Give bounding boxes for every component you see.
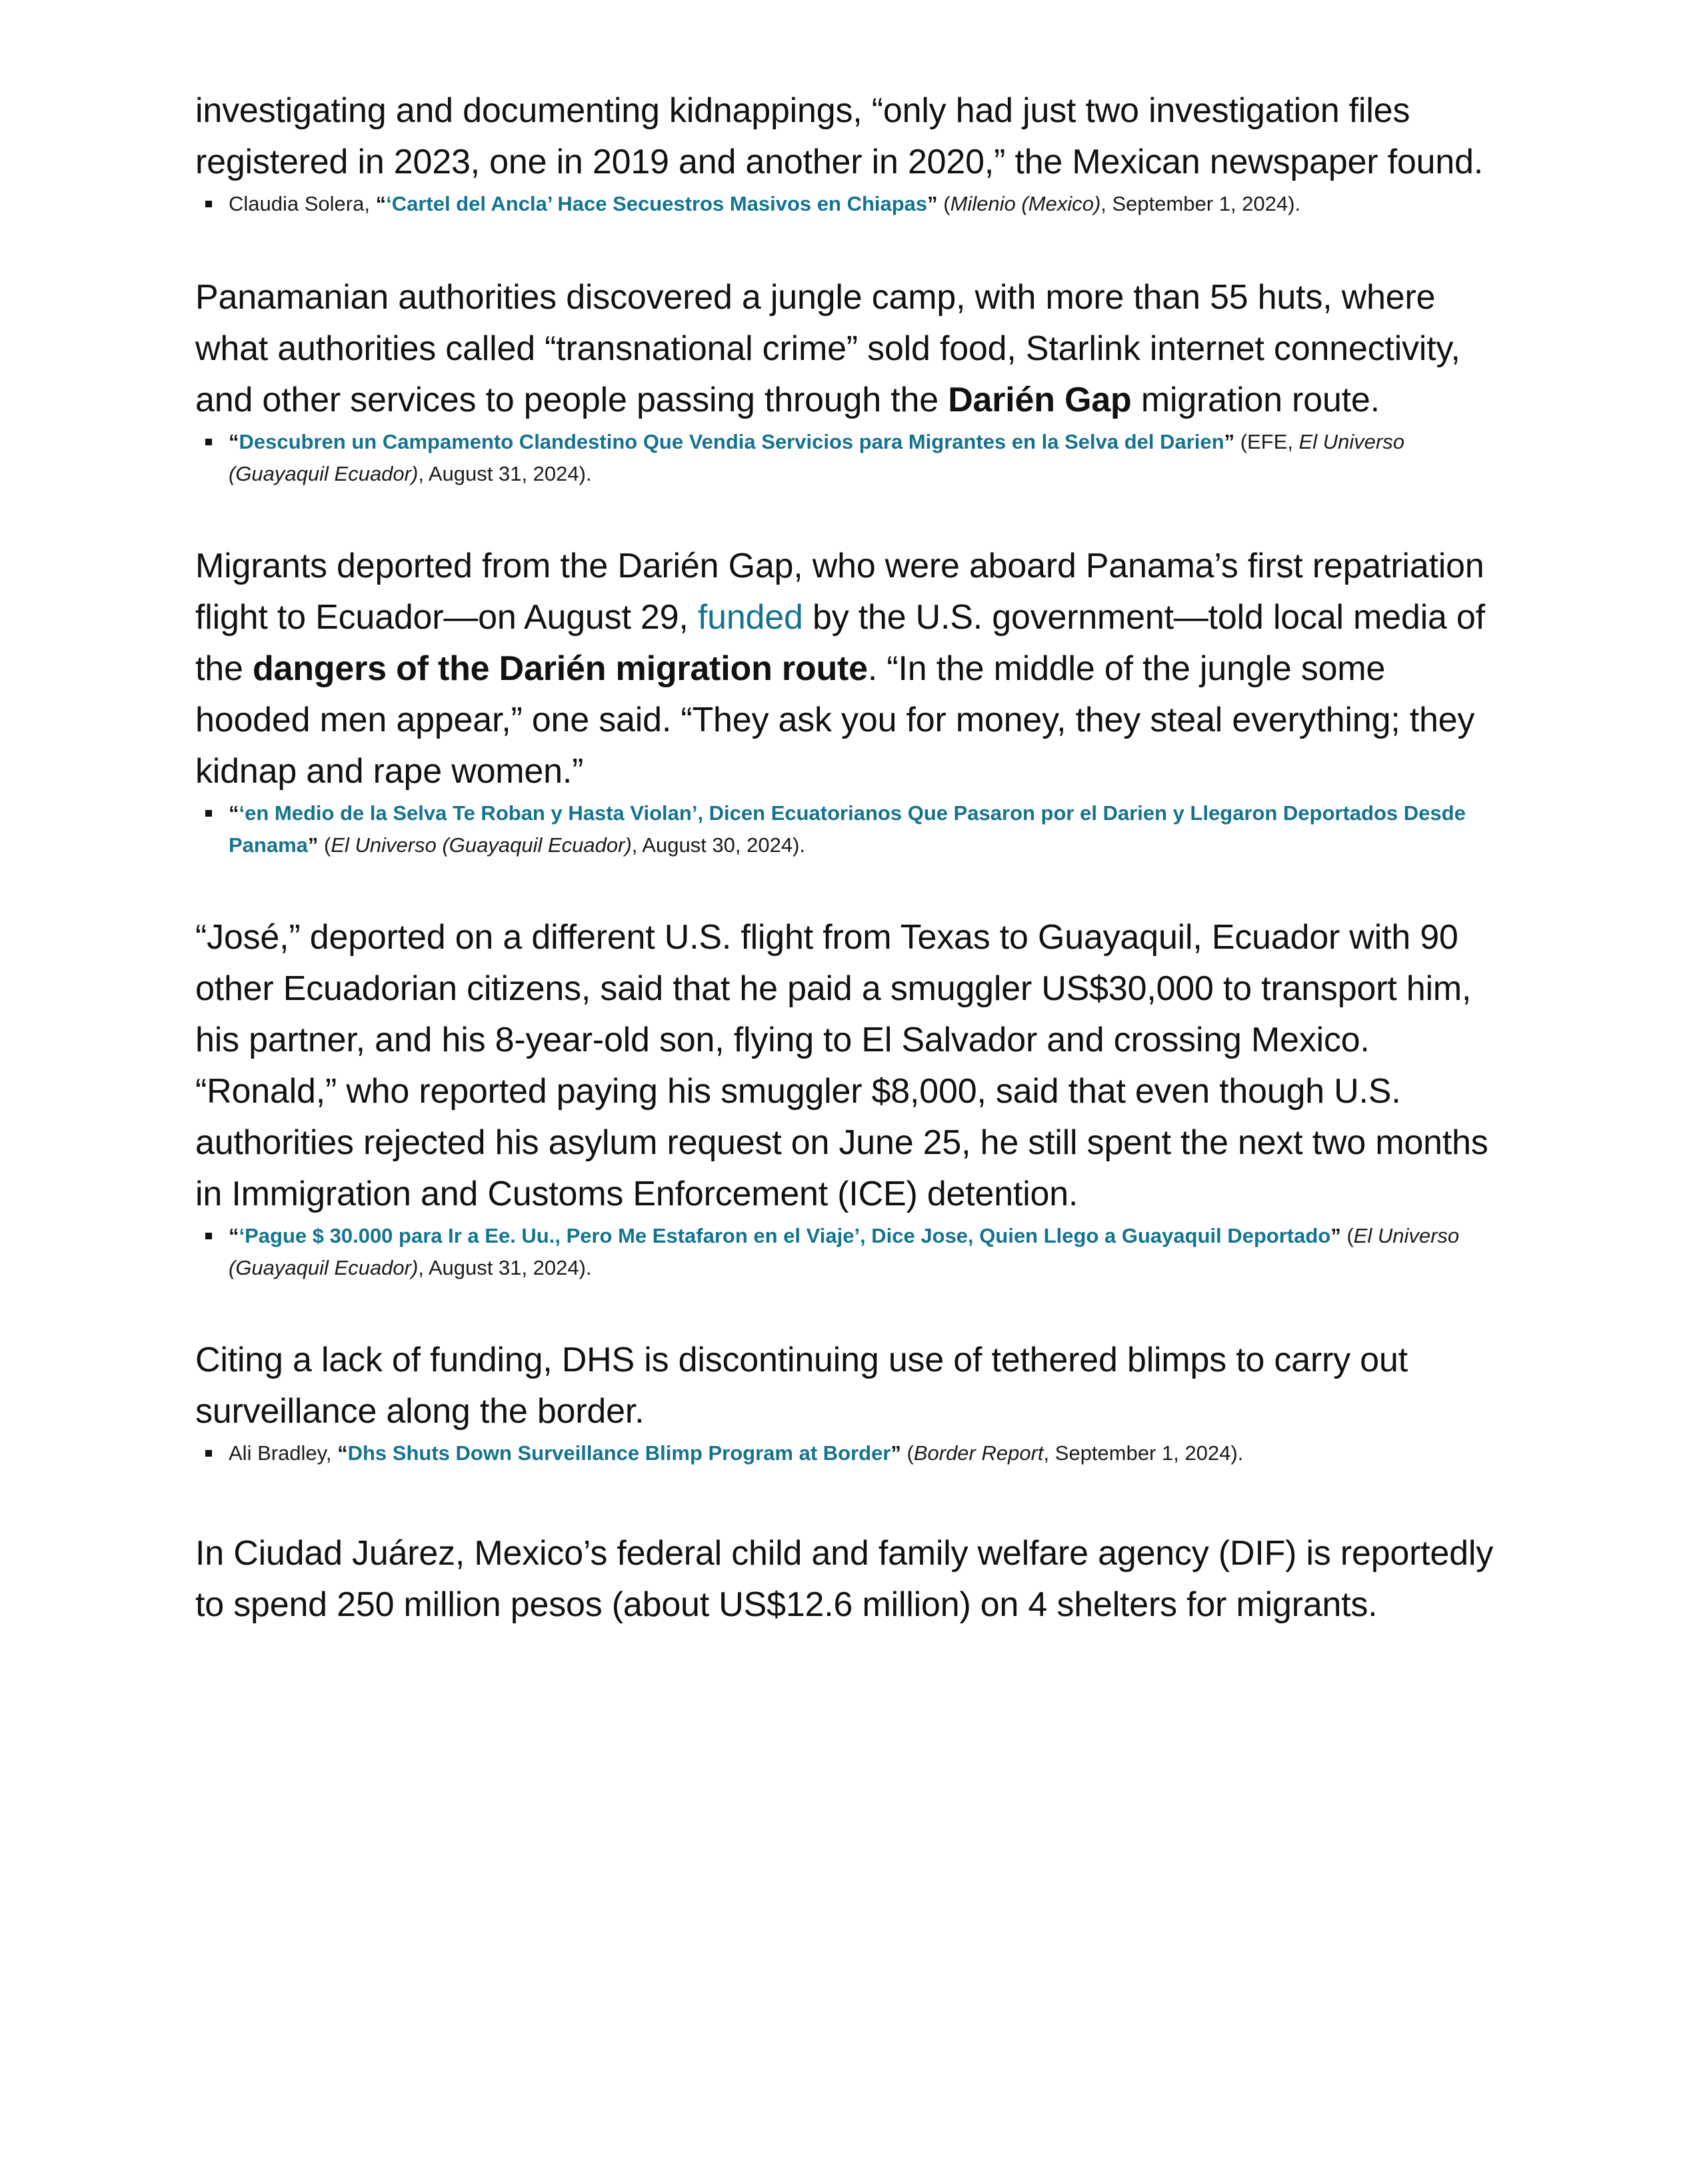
paragraph-text: migration route.: [1131, 381, 1380, 419]
source-publication: El Universo (Guayaquil Ecuador): [331, 833, 632, 857]
article-body: [195, 85, 1502, 1631]
paragraph-text: . “In the middle of the jungle some hooded men appear,” one said. “They ask you for money, they steal everything; they kidnap and rape women.”: [195, 649, 1475, 791]
paragraph-dhs-blimps: [195, 1335, 1502, 1437]
source-publication: El Universo (Guayaquil Ecuador): [229, 430, 1405, 485]
source-date: , August 30, 2024).: [631, 833, 806, 857]
link-funded[interactable]: funded: [697, 598, 803, 637]
source-date: , August 31, 2024).: [418, 1256, 592, 1279]
bullet-marker: [205, 810, 212, 817]
close-quote: ”: [307, 833, 319, 857]
open-quote: “: [375, 192, 387, 215]
paragraph-text: In Ciudad Juárez, Mexico’s federal child and family welfare agency (DIF) is reportedly to spend 250 million pesos (about US$12.6 million) on 4 shelters for migrants.: [195, 1534, 1494, 1624]
close-quote: ”: [890, 1441, 901, 1465]
source-date: , August 31, 2024).: [418, 462, 592, 485]
source-pre: (EFE,: [1234, 430, 1299, 453]
paragraph-text: investigating and documenting kidnappings, “only had just two investigation files registered in 2023, one in 2019 and another in 2020,” the Mexican newspaper found.: [195, 91, 1484, 181]
bold-darien-gap: Darién Gap: [948, 381, 1132, 419]
source-item-efe: [195, 426, 1502, 490]
source-link-en-medio-de-la-selva[interactable]: ‘en Medio de la Selva Te Roban y Hasta Violan’, Dicen Ecuatorianos Que Pasaron por el Darien y Llegaron Deportados Desde Panama: [229, 801, 1466, 857]
close-quote: ”: [1330, 1224, 1341, 1247]
source-list: [195, 426, 1502, 490]
source-item-el-universo-aug30: [195, 797, 1502, 861]
source-link-blimp-program[interactable]: Dhs Shuts Down Surveillance Blimp Program at Border: [347, 1441, 891, 1465]
source-publication: Border Report: [913, 1441, 1044, 1465]
source-link-cartel-del-ancla[interactable]: ‘Cartel del Ancla’ Hace Secuestros Masivos en Chiapas: [386, 192, 928, 215]
source-pre: (: [900, 1441, 914, 1465]
open-quote: “: [337, 1441, 348, 1465]
bold-dangers-darien-route: dangers of the Darién migration route: [252, 649, 868, 688]
source-pre: (: [318, 833, 331, 857]
source-list: [195, 1437, 1502, 1469]
source-date: , September 1, 2024).: [1100, 192, 1301, 215]
source-link-campamento-clandestino[interactable]: Descubren un Campamento Clandestino Que Vendia Servicios para Migrantes en la Selva del Darien: [239, 430, 1224, 453]
open-quote: “: [229, 801, 239, 825]
paragraph-kidnapping-files: [195, 85, 1502, 188]
paragraph-jose-ronald: [195, 912, 1502, 1220]
source-publication: Milenio (Mexico): [950, 192, 1101, 215]
source-item-el-universo-aug31: [195, 1220, 1502, 1284]
open-quote: “: [229, 430, 239, 453]
close-quote: ”: [1224, 430, 1235, 453]
bullet-marker: [205, 439, 212, 445]
source-date: , September 1, 2024).: [1043, 1441, 1244, 1465]
paragraph-text: Migrants deported from the Darién Gap, who were aboard Panama’s first repatriation flight to Ecuador—on August 29,: [195, 547, 1484, 637]
bullet-marker: [205, 1233, 212, 1239]
source-link-pague-30000[interactable]: ‘Pague $ 30.000 para Ir a Ee. Uu., Pero Me Estafaron en el Viaje’, Dice Jose, Quien Llego a Guayaquil Deportado: [239, 1224, 1331, 1247]
bullet-marker: [205, 201, 212, 207]
source-list: [195, 797, 1502, 861]
source-author: Ali Bradley,: [229, 1441, 338, 1465]
bullet-marker: [205, 1450, 212, 1457]
paragraph-text: “José,” deported on a different U.S. flight from Texas to Guayaquil, Ecuador with 90 other Ecuadorian citizens, said that he paid a smuggler US$30,000 to transport him, his partner, and his 8-year-old son, flying to El Salvador and crossing Mexico. “Ronald,” who reported paying his smuggler $8,000, said that even though U.S. authorities rejected his asylum request on June 25, he still spent the next two months in Immigration and Customs Enforcement (ICE) detention.: [195, 918, 1488, 1213]
close-quote: ”: [927, 192, 938, 215]
source-pre: (: [937, 192, 950, 215]
paragraph-jungle-camp: [195, 272, 1502, 426]
paragraph-text: Citing a lack of funding, DHS is discontinuing use of tethered blimps to carry out surveillance along the border.: [195, 1341, 1408, 1431]
source-list: [195, 188, 1502, 220]
source-item-milenio: [195, 188, 1502, 220]
source-item-border-report: [195, 1437, 1502, 1469]
source-publication: El Universo (Guayaquil Ecuador): [229, 1224, 1460, 1279]
source-pre: (: [1340, 1224, 1354, 1247]
open-quote: “: [229, 1224, 239, 1247]
paragraph-ciudad-juarez-shelters: [195, 1528, 1502, 1631]
paragraph-text: Panamanian authorities discovered a jungle camp, with more than 55 huts, where what authorities called “transnational crime” sold food, Starlink internet connectivity, and other services to people passing through the: [195, 278, 1460, 419]
source-list: [195, 1220, 1502, 1284]
paragraph-text: by the U.S. government—told local media of the: [195, 598, 1485, 688]
source-author: Claudia Solera,: [229, 192, 376, 215]
paragraph-repatriation-flight: [195, 541, 1502, 797]
